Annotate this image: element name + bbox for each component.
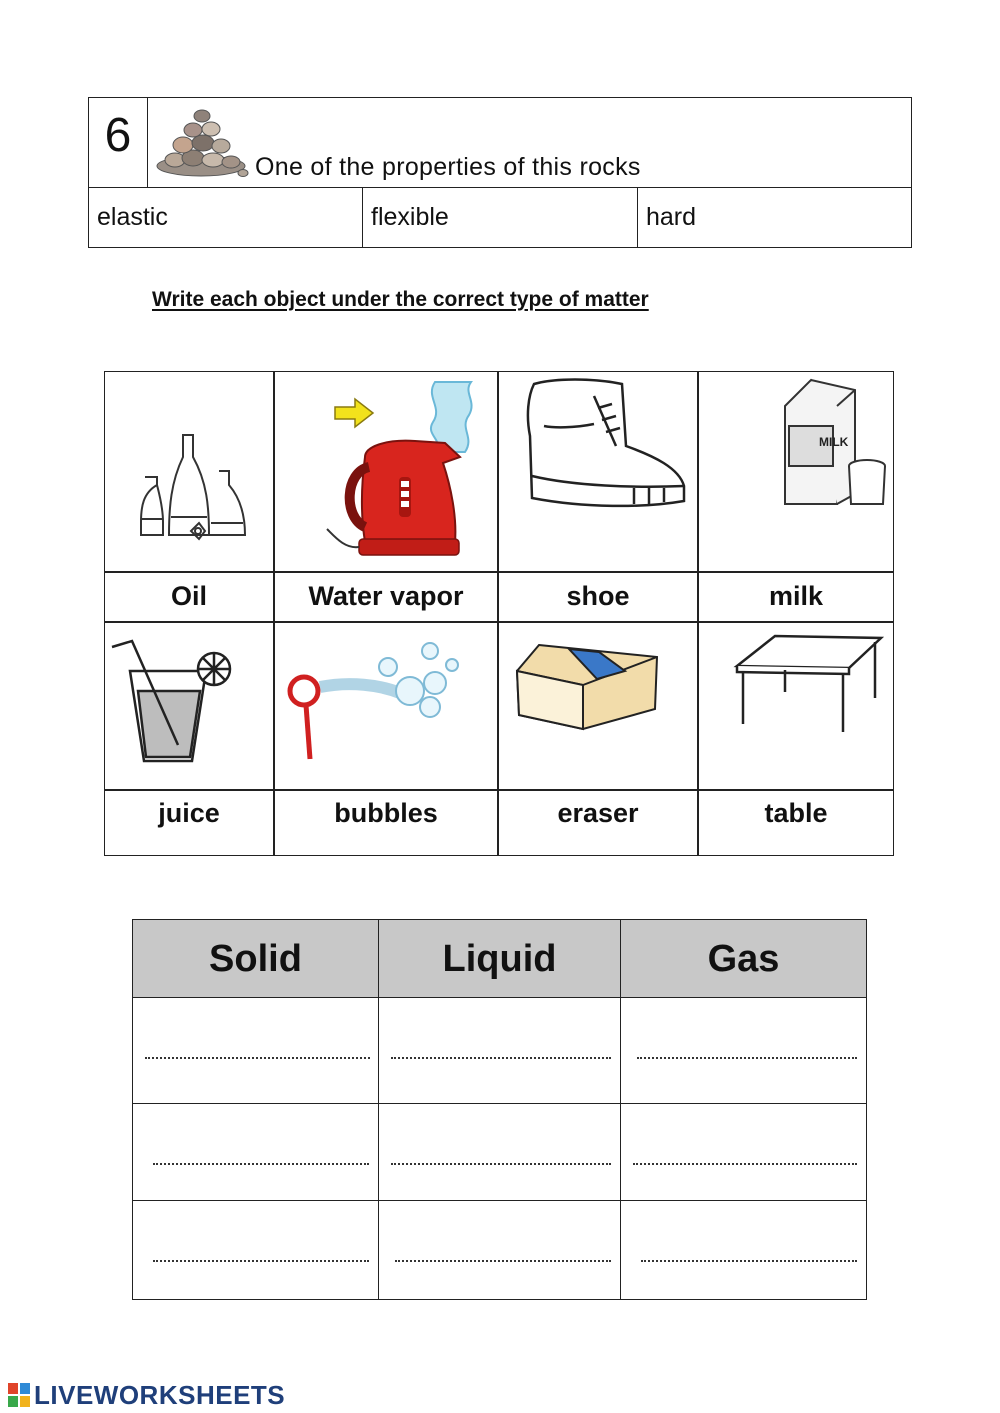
eraser-icon (515, 641, 663, 733)
solid-answer-1[interactable] (132, 997, 379, 1104)
juice-glass-icon (108, 635, 233, 770)
header-solid: Solid (132, 919, 379, 998)
bubbles-picture-cell (274, 622, 498, 790)
shoe-icon (524, 376, 689, 516)
liquid-answer-3[interactable] (378, 1200, 621, 1300)
kettle-icon (325, 377, 495, 572)
juice-picture-cell (104, 622, 274, 790)
gas-answer-3[interactable] (620, 1200, 867, 1300)
solid-answer-3[interactable] (132, 1200, 379, 1300)
question-number: 6 (89, 98, 148, 187)
water-vapor-picture-cell (274, 371, 498, 572)
liveworksheets-logo-icon (8, 1383, 30, 1407)
solid-answer-2[interactable] (132, 1103, 379, 1201)
question-6-table (88, 97, 912, 248)
table-picture-cell (698, 622, 894, 790)
gas-answer-1[interactable] (620, 997, 867, 1104)
oil-bottles-icon (135, 427, 250, 542)
matter-table (132, 919, 867, 1300)
oil-picture-cell (104, 371, 274, 572)
question-row (89, 98, 911, 188)
option-elastic[interactable]: elastic (89, 188, 363, 247)
answer-options (89, 188, 911, 247)
liquid-answer-2[interactable] (378, 1103, 621, 1201)
label-milk: milk (698, 572, 894, 622)
question-text: One of the properties of this rocks (255, 153, 641, 181)
label-table: table (698, 790, 894, 856)
milk-carton-label: MILK (819, 435, 849, 449)
rocks-image (153, 98, 249, 180)
option-hard[interactable]: hard (646, 203, 697, 231)
instruction-heading: Write each object under the correct type of matter (152, 288, 649, 311)
label-bubbles: bubbles (274, 790, 498, 856)
label-oil: Oil (104, 572, 274, 622)
label-eraser: eraser (498, 790, 698, 856)
bubble-wand-icon (280, 631, 465, 766)
option-flexible[interactable]: flexible (363, 188, 638, 247)
liquid-answer-1[interactable] (378, 997, 621, 1104)
milk-carton-icon (775, 376, 887, 511)
object-grid (104, 371, 894, 856)
brand-name[interactable]: LIVEWORKSHEETS (34, 1380, 286, 1410)
eraser-picture-cell (498, 622, 698, 790)
table-icon (731, 628, 887, 738)
shoe-picture-cell (498, 371, 698, 572)
header-gas: Gas (620, 919, 867, 998)
header-liquid: Liquid (378, 919, 621, 998)
label-water-vapor: Water vapor (274, 572, 498, 622)
label-juice: juice (104, 790, 274, 856)
gas-answer-2[interactable] (620, 1103, 867, 1201)
label-shoe: shoe (498, 572, 698, 622)
milk-picture-cell (698, 371, 894, 572)
